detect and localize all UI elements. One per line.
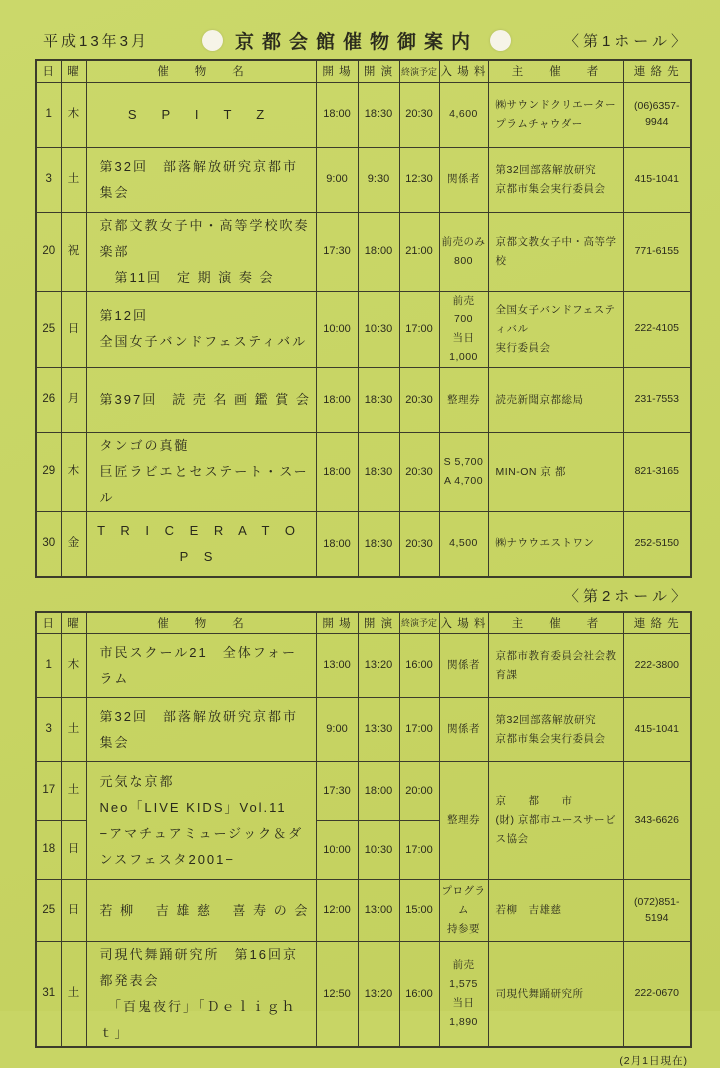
- cell-open-time: 18:00: [316, 368, 358, 433]
- cell-organizer: 司現代舞踊研究所: [488, 942, 623, 1048]
- cell-organizer: 第32回部落解放研究 京都市集会実行委員会: [488, 698, 623, 762]
- cell-start-time: 18:30: [358, 368, 399, 433]
- column-header: 日: [36, 612, 61, 634]
- table-row: [36, 433, 691, 512]
- punch-hole-left-icon: [202, 30, 223, 51]
- header-row: [36, 612, 691, 634]
- cell-open-time: 9:00: [316, 147, 358, 212]
- cell-event-name: T R I C E R A T O P S: [86, 512, 316, 577]
- cell-event-name: タンゴの真髄 巨匠ラビエとセステート・スール: [86, 433, 316, 512]
- cell-open-time: 18:00: [316, 433, 358, 512]
- cell-open-time: 10:00: [316, 821, 358, 880]
- cell-event-name: 元気な京都 Neo「LIVE KIDS」Vol.11 −アマチュアミュージック＆ダンスフェスタ2001−: [86, 762, 316, 880]
- cell-day: 20: [36, 212, 61, 291]
- table-row: [36, 698, 691, 762]
- cell-organizer: MIN-ON 京 都: [488, 433, 623, 512]
- cell-weekday: 木: [61, 82, 86, 147]
- hall1-label: 〈第1ホール〉: [563, 32, 690, 50]
- column-header: 曜: [61, 612, 86, 634]
- table-row: [36, 368, 691, 433]
- cell-event-name: 第32回 部落解放研究京都市集会: [86, 147, 316, 212]
- cell-admission: 関係者: [439, 147, 488, 212]
- cell-event-name: 京都文教女子中・高等学校吹奏楽部 第11回 定 期 演 奏 会: [86, 212, 316, 291]
- column-header: 催 物 名: [86, 60, 316, 82]
- cell-weekday: 日: [61, 880, 86, 942]
- cell-end-time: 20:30: [399, 433, 439, 512]
- cell-organizer: 全国女子バンドフェスティバル 実行委員会: [488, 291, 623, 368]
- column-header: 主 催 者: [488, 612, 623, 634]
- cell-admission: S 5,700 A 4,700: [439, 433, 488, 512]
- cell-end-time: 15:00: [399, 880, 439, 942]
- column-header: 連 絡 先: [623, 60, 691, 82]
- table-row: [36, 147, 691, 212]
- cell-end-time: 20:30: [399, 82, 439, 147]
- table-row: [36, 762, 691, 821]
- cell-start-time: 18:30: [358, 82, 399, 147]
- cell-end-time: 17:00: [399, 821, 439, 880]
- table-row: [36, 212, 691, 291]
- cell-admission: 関係者: [439, 634, 488, 698]
- table-row: [36, 82, 691, 147]
- cell-organizer: ㈱ナウウエストワン: [488, 512, 623, 577]
- cell-day: 25: [36, 291, 61, 368]
- table-row: [36, 942, 691, 1048]
- column-header: 日: [36, 60, 61, 82]
- cell-organizer: 若柳 吉雄慈: [488, 880, 623, 942]
- column-header: 主 催 者: [488, 60, 623, 82]
- cell-end-time: 16:00: [399, 634, 439, 698]
- cell-admission: 前売1,575 当日1,890: [439, 942, 488, 1048]
- cell-end-time: 20:30: [399, 512, 439, 577]
- cell-weekday: 木: [61, 433, 86, 512]
- cell-event-name: 市民スクール21 全体フォーラム: [86, 634, 316, 698]
- cell-weekday: 土: [61, 762, 86, 821]
- hall1-schedule-table: [35, 59, 692, 578]
- cell-start-time: 13:20: [358, 634, 399, 698]
- cell-start-time: 18:00: [358, 762, 399, 821]
- hall2-schedule-table: [35, 611, 692, 1049]
- cell-day: 1: [36, 634, 61, 698]
- cell-end-time: 12:30: [399, 147, 439, 212]
- cell-day: 17: [36, 762, 61, 821]
- cell-contact: 222-0670: [623, 942, 691, 1048]
- cell-open-time: 12:50: [316, 942, 358, 1048]
- column-header: 開 演: [358, 612, 399, 634]
- cell-start-time: 10:30: [358, 291, 399, 368]
- title-row: [35, 26, 690, 54]
- cell-end-time: 21:00: [399, 212, 439, 291]
- cell-admission: 整理券: [439, 762, 488, 880]
- column-header: 開 場: [316, 60, 358, 82]
- cell-weekday: 木: [61, 634, 86, 698]
- column-header: 催 物 名: [86, 612, 316, 634]
- cell-admission: 前売のみ 800: [439, 212, 488, 291]
- cell-weekday: 祝: [61, 212, 86, 291]
- cell-day: 29: [36, 433, 61, 512]
- cell-weekday: 土: [61, 698, 86, 762]
- cell-start-time: 13:00: [358, 880, 399, 942]
- cell-organizer: 京都市教育委員会社会教育課: [488, 634, 623, 698]
- cell-day: 3: [36, 698, 61, 762]
- cell-contact: 343-6626: [623, 762, 691, 880]
- column-header: 終演予定: [399, 612, 439, 634]
- cell-event-name: S P I T Z: [86, 82, 316, 147]
- table-row: [36, 634, 691, 698]
- cell-weekday: 金: [61, 512, 86, 577]
- cell-start-time: 18:00: [358, 212, 399, 291]
- cell-day: 3: [36, 147, 61, 212]
- cell-day: 30: [36, 512, 61, 577]
- cell-weekday: 日: [61, 291, 86, 368]
- cell-weekday: 土: [61, 147, 86, 212]
- cell-open-time: 13:00: [316, 634, 358, 698]
- cell-contact: (06)6357-9944: [623, 82, 691, 147]
- header-row: [36, 60, 691, 82]
- cell-open-time: 12:00: [316, 880, 358, 942]
- cell-end-time: 20:30: [399, 368, 439, 433]
- cell-organizer: 京 都 市 (財) 京都市ユースサービス協会: [488, 762, 623, 880]
- cell-open-time: 17:30: [316, 212, 358, 291]
- cell-contact: (072)851-5194: [623, 880, 691, 942]
- cell-contact: 222-4105: [623, 291, 691, 368]
- cell-contact: 415-1041: [623, 147, 691, 212]
- cell-open-time: 18:00: [316, 82, 358, 147]
- cell-contact: 222-3800: [623, 634, 691, 698]
- cell-admission: 前売 700 当日1,000: [439, 291, 488, 368]
- hall2-label: 〈第2ホール〉: [563, 588, 690, 606]
- cell-weekday: 日: [61, 821, 86, 880]
- cell-organizer: 第32回部落解放研究 京都市集会実行委員会: [488, 147, 623, 212]
- cell-start-time: 13:30: [358, 698, 399, 762]
- cell-contact: 821-3165: [623, 433, 691, 512]
- cell-contact: 771-6155: [623, 212, 691, 291]
- cell-organizer: ㈱サウンドクリエーター プラムチャウダー: [488, 82, 623, 147]
- cell-end-time: 17:00: [399, 291, 439, 368]
- page-title-group: [149, 27, 564, 54]
- cell-organizer: 京都文教女子中・高等学校: [488, 212, 623, 291]
- cell-day: 18: [36, 821, 61, 880]
- cell-admission: 関係者: [439, 698, 488, 762]
- cell-event-name: 第32回 部落解放研究京都市集会: [86, 698, 316, 762]
- cell-contact: 252-5150: [623, 512, 691, 577]
- column-header: 開 演: [358, 60, 399, 82]
- cell-contact: 415-1041: [623, 698, 691, 762]
- era-date: 平成13年3月: [43, 32, 150, 50]
- cell-event-name: 若 柳 吉 雄 慈 喜 寿 の 会: [86, 880, 316, 942]
- punch-hole-right-icon: [490, 30, 511, 51]
- cell-admission: 整理券: [439, 368, 488, 433]
- column-header: 曜: [61, 60, 86, 82]
- column-header: 入 場 料: [439, 612, 488, 634]
- cell-weekday: 土: [61, 942, 86, 1048]
- column-header: 終演予定: [399, 60, 439, 82]
- cell-start-time: 18:30: [358, 433, 399, 512]
- cell-event-name: 司現代舞踊研究所 第16回京都発表会 「百鬼夜行」「Ｄｅｌｉｇｈｔ」: [86, 942, 316, 1048]
- cell-day: 31: [36, 942, 61, 1048]
- hall2-caption-row: [35, 585, 690, 607]
- cell-open-time: 9:00: [316, 698, 358, 762]
- table-row: [36, 512, 691, 577]
- cell-start-time: 10:30: [358, 821, 399, 880]
- cell-day: 1: [36, 82, 61, 147]
- page-title: 京都会館催物御案内: [234, 31, 478, 53]
- cell-start-time: 13:20: [358, 942, 399, 1048]
- cell-open-time: 17:30: [316, 762, 358, 821]
- table-row: [36, 880, 691, 942]
- cell-open-time: 18:00: [316, 512, 358, 577]
- cell-start-time: 9:30: [358, 147, 399, 212]
- cell-event-name: 第12回 全国女子バンドフェスティバル: [86, 291, 316, 368]
- cell-end-time: 20:00: [399, 762, 439, 821]
- column-header: 入 場 料: [439, 60, 488, 82]
- cell-event-name: 第397回 読 売 名 画 鑑 賞 会: [86, 368, 316, 433]
- cell-admission: プログラム 持参要: [439, 880, 488, 942]
- table-row: [36, 291, 691, 368]
- cell-day: 25: [36, 880, 61, 942]
- cell-weekday: 月: [61, 368, 86, 433]
- footer-note: (2月1日現在): [619, 1055, 688, 1068]
- column-header: 連 絡 先: [623, 612, 691, 634]
- cell-day: 26: [36, 368, 61, 433]
- column-header: 開 場: [316, 612, 358, 634]
- cell-admission: 4,600: [439, 82, 488, 147]
- cell-admission: 4,500: [439, 512, 488, 577]
- cell-end-time: 17:00: [399, 698, 439, 762]
- cell-organizer: 読売新聞京都総局: [488, 368, 623, 433]
- cell-start-time: 18:30: [358, 512, 399, 577]
- cell-end-time: 16:00: [399, 942, 439, 1048]
- cell-open-time: 10:00: [316, 291, 358, 368]
- cell-contact: 231-7553: [623, 368, 691, 433]
